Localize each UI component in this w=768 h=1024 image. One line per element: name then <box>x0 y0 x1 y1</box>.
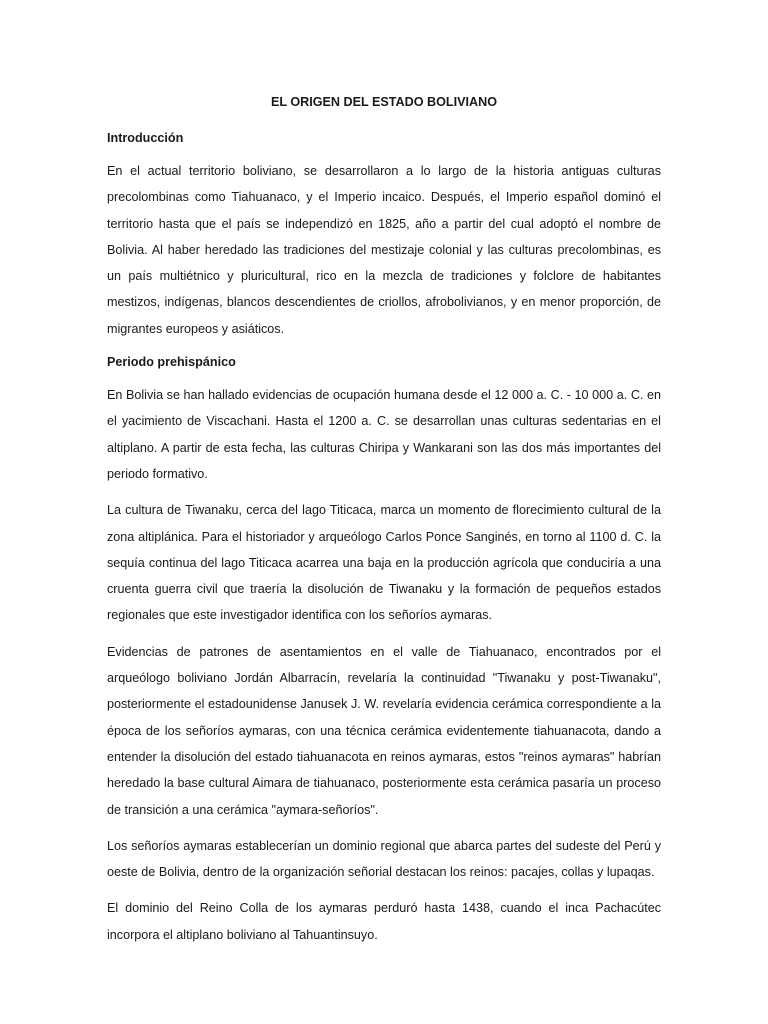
paragraph: En el actual territorio boliviano, se desarrollaron a lo largo de la historia antiguas culturas precolombinas como Tiahuanaco, y el Imperio incaico. Después, el Imperio español dominó el territorio hasta que el país se independizó en 1825, año a partir del cual adoptó el nombre de Bolivia. Al haber heredado las tradiciones del mestizaje colonial y las culturas precolombinas, es un país multiétnico y pluricultural, rico en la mezcla de tradiciones y folclore de habitantes mestizos, indígenas, blancos descendientes de criollos, afrobolivianos, y en menor proporción, de migrantes europeos y asiáticos. <box>107 164 661 336</box>
section-heading: Periodo prehispánico <box>107 355 236 370</box>
paragraph: Los señoríos aymaras establecerían un dominio regional que abarca partes del sudeste del Perú y oeste de Bolivia, dentro de la organización señorial destacan los reinos: pacajes, collas y lupaqas. <box>107 838 661 880</box>
paragraph: La cultura de Tiwanaku, cerca del lago Titicaca, marca un momento de florecimiento cultural de la zona altiplánica. Para el historiador y arqueólogo Carlos Ponce Sanginés, en torno al 1100 d. C. la sequía continua del lago Titicaca acarrea una baja en la producción agrícola que conduciría a una cruenta guerra civil que traería la disolución de Tiwanaku y la formación de pequeños estados regionales que este investigador identifica con los señoríos aymaras. <box>107 503 661 623</box>
paragraph: El dominio del Reino Colla de los aymaras perduró hasta 1438, cuando el inca Pachacútec incorpora el altiplano boliviano al Tahuantinsuyo. <box>107 901 661 942</box>
paragraph: En Bolivia se han hallado evidencias de ocupación humana desde el 12 000 a. C. - 10 000 a. C. en el yacimiento de Viscachani. Hasta el 1200 a. C. se desarrollan unas culturas sedentarias en el altiplano. A partir de esta fecha, las culturas Chiripa y Wankarani son las dos más importantes del periodo formativo. <box>107 388 661 481</box>
section-introduccion <box>107 128 661 342</box>
document-title: EL ORIGEN DEL ESTADO BOLIVIANO <box>270 95 497 109</box>
section-heading: Introducción <box>107 131 184 145</box>
paragraph: Evidencias de patrones de asentamientos en el valle de Tiahuanaco, encontrados por el arqueólogo boliviano Jordán Albarracín, revelaría la continuidad "Tiwanaku y post-Tiwanaku", posteriormente el estadounidense Janusek J. W. revelaría evidencia cerámica correspondiente a la época de los señoríos aymaras, con una técnica cerámica evidentemente tiahuanacota, dando a entender la disolución del estado tiahuanacota en reinos aymaras, estos "reinos aymaras" habrían heredado la base cultural Aimara de tiahuanaco, posteriormente esta cerámica pasaría un proceso de transición a una cerámica "aymara-señoríos". <box>107 644 661 817</box>
section-periodo-prehispanico <box>107 352 661 948</box>
